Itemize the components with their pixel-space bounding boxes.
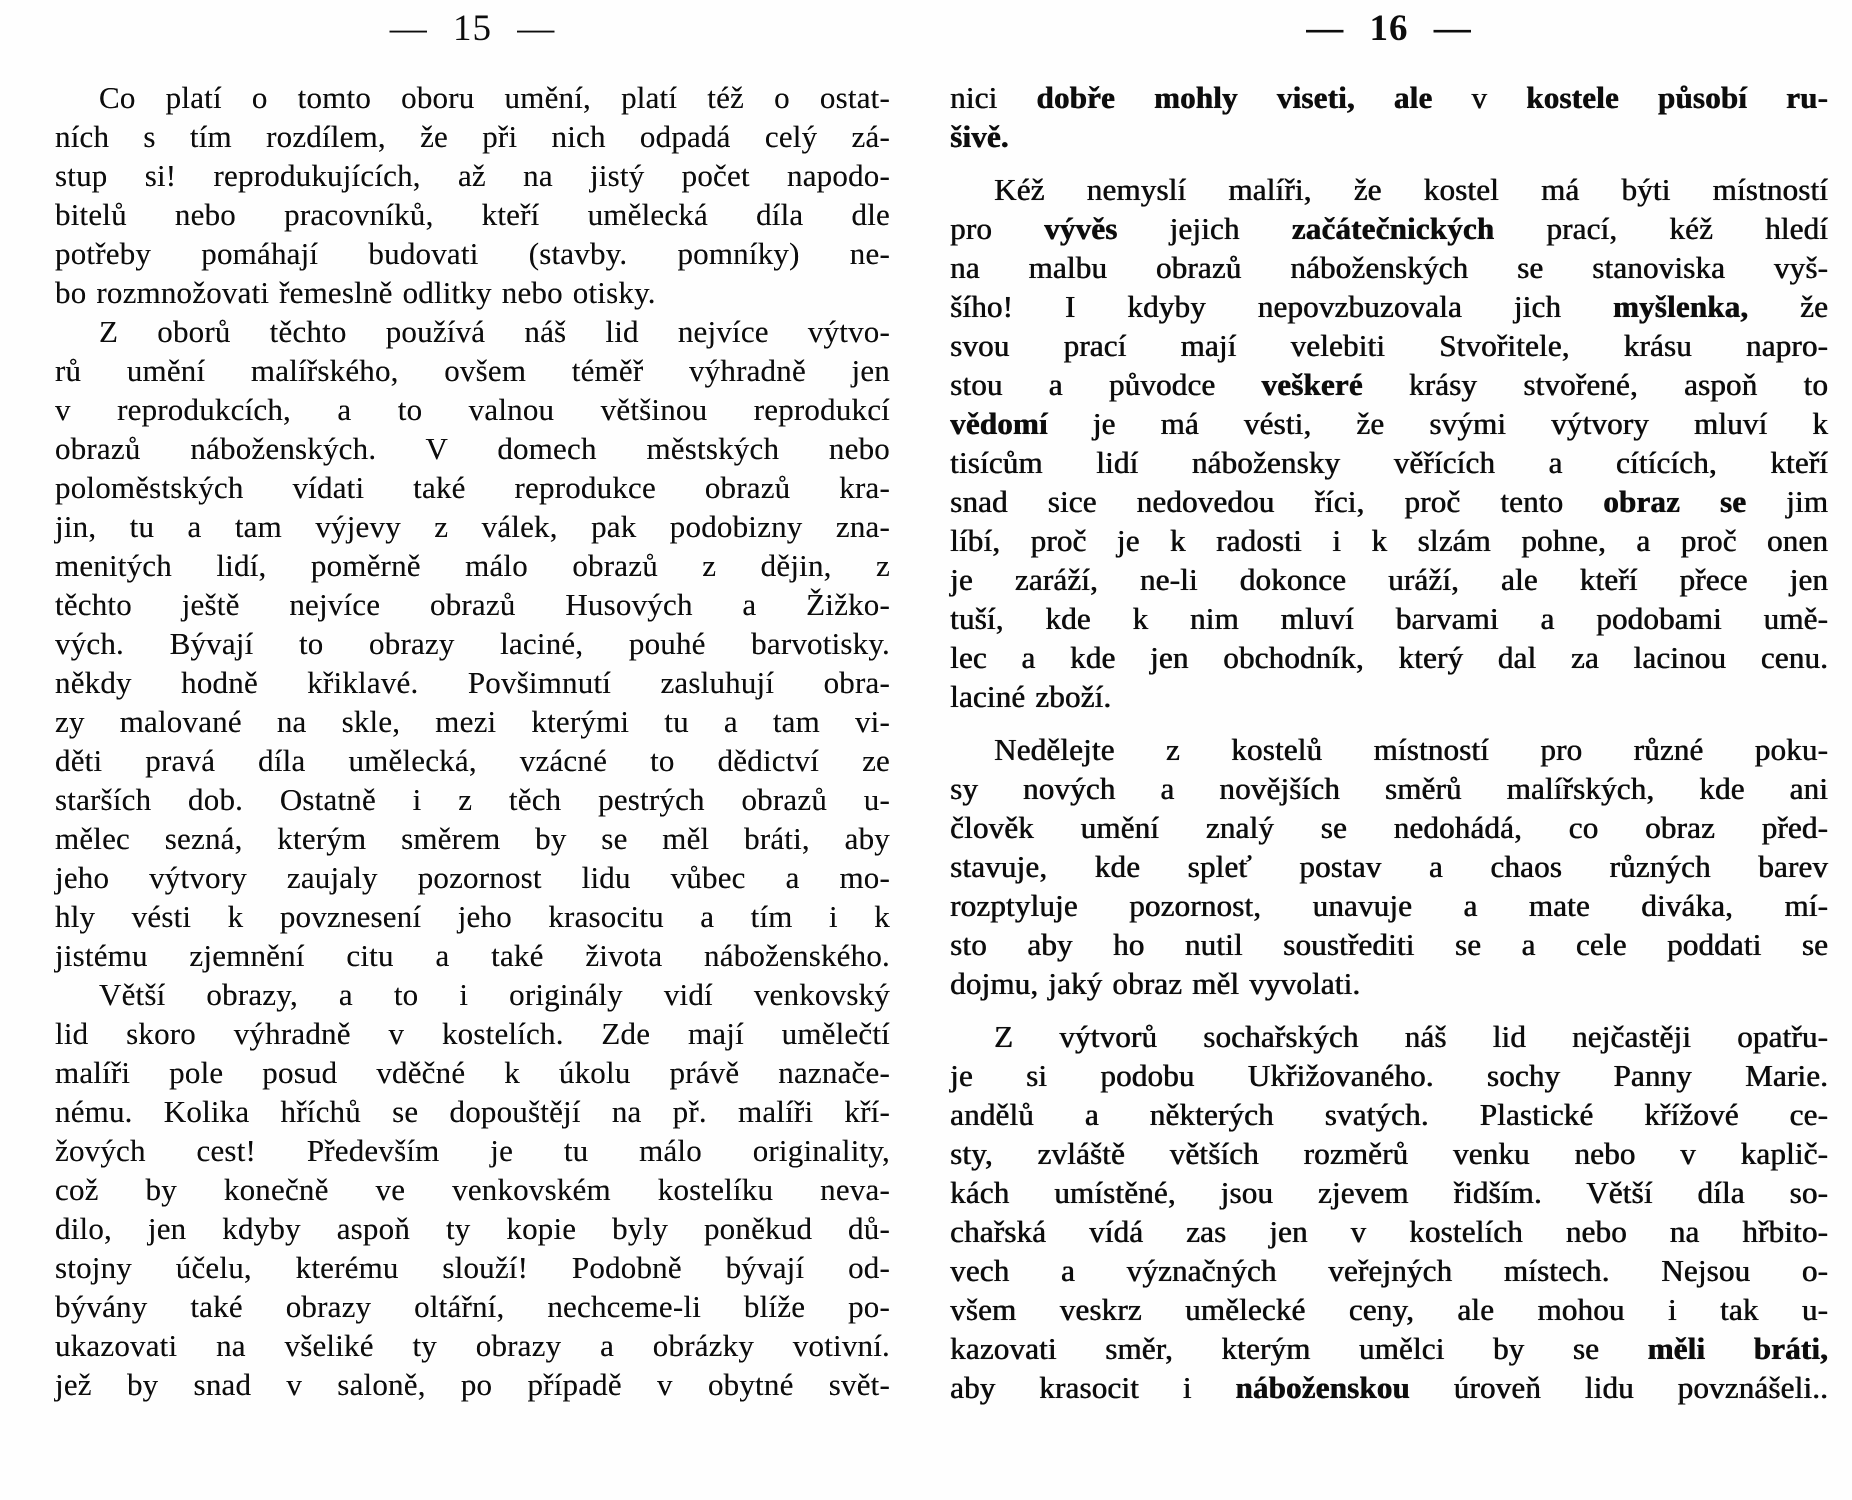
text-line: nici dobře mohly viseti, ale v kostele působí ru- (950, 80, 1828, 115)
text-line: vědomí je má vésti, že svými výtvory mluví k (950, 406, 1828, 441)
text-line: snad sice nedovedou říci, proč tento obraz se jim (950, 484, 1829, 519)
page-number-right: — 16 — (1306, 8, 1472, 49)
text-line: dilo, jen kdyby aspoň ty kopie byly poněkud dů- (55, 1211, 890, 1246)
text-line: poloměstských vídati také reprodukce obrazů kra- (55, 470, 890, 505)
page-right (950, 0, 1828, 1500)
text-line: bitelů nebo pracovníků, kteří umělecká díla dle (55, 197, 890, 232)
text-line: sto aby ho nutil soustřediti se a cele poddati se (950, 927, 1828, 962)
text-line: kách umístěné, jsou zjevem řidším. Větší díla so- (950, 1175, 1828, 1210)
text-line: potřeby pomáhají budovati (stavby. pomníky) ne- (55, 236, 890, 271)
text-line: je si podobu Ukřižovaného. sochy Panny Marie. (950, 1058, 1828, 1093)
text-line: stup si! reprodukujících, až na jistý počet napodo- (55, 158, 890, 193)
text-line: Větší obrazy, a to i originály vidí venkovský (99, 977, 890, 1012)
text-line: pro vývěs jejich začátečnických prací, kéž hledí (950, 211, 1829, 246)
text-line: tisícům lidí nábožensky věřících a cítících, kteří (950, 445, 1828, 480)
text-line: na malbu obrazů náboženských se stanoviska vyš- (950, 250, 1828, 285)
text-line: stavuje, kde spleť postav a chaos různých barev (950, 849, 1828, 884)
page-left (55, 0, 890, 1500)
text-line: menitých lidí, poměrně málo obrazů z dějin, z (55, 548, 890, 583)
text-line: Kéž nemyslí malíři, že kostel má býti místností (994, 172, 1828, 207)
text-line: rozptyluje pozornost, unavuje a mate diváka, mí- (950, 888, 1828, 923)
text-line: sty, zvláště větších rozměrů venku nebo v kaplič- (950, 1136, 1828, 1171)
text-line: Nedělejte z kostelů místností pro různé poku- (994, 732, 1828, 767)
text-line: vech a význačných veřejných místech. Nejsou o- (950, 1253, 1828, 1288)
text-column-left (55, 78, 890, 1404)
text-line: rů umění malířského, ovšem téměř výhradně jen (55, 353, 890, 388)
text-line: jin, tu a tam výjevy z válek, pak podobizny zna- (55, 509, 890, 544)
text-line: hly vésti k povznesení jeho krasocitu a tím i k (55, 899, 890, 934)
text-line: což by konečně ve venkovském kostelíku neva- (55, 1172, 890, 1207)
text-line: laciné zboží. (950, 679, 1112, 714)
text-line: tuší, kde k nim mluví barvami a podobami umě- (950, 601, 1828, 636)
text-line: Z oborů těchto používá náš lid nejvíce výtvo- (99, 314, 890, 349)
text-line: líbí, proč je k radosti i k slzám pohne, a proč onen (950, 523, 1828, 558)
text-line: obrazů náboženských. V domech městských nebo (55, 431, 890, 466)
text-line: sy nových a novějších směrů malířských, kde ani (950, 771, 1828, 806)
text-line: vých. Bývají to obrazy laciné, pouhé barvotisky. (55, 626, 890, 661)
text-line: nému. Kolika hříchů se dopouštějí na př. malíři kří- (55, 1094, 890, 1129)
text-line: stou a původce veškeré krásy stvořené, aspoň to (950, 367, 1828, 402)
text-line: dojmu, jaký obraz měl vyvolati. (950, 966, 1361, 1001)
text-line: děti pravá díla umělecká, vzácné to dědictví ze (55, 743, 890, 778)
text-line: Co platí o tomto oboru umění, platí též o ostat- (99, 80, 890, 115)
text-line: jež by snad v saloně, po případě v obytné svět- (55, 1367, 890, 1402)
text-line: chařská vídá zas jen v kostelích nebo na hřbito- (950, 1214, 1828, 1249)
text-line: všem veskrz umělecké ceny, ale mohou i tak u- (950, 1292, 1828, 1327)
text-line: lec a kde jen obchodník, který dal za lacinou cenu. (950, 640, 1828, 675)
text-line: bývány také obrazy oltářní, nechceme-li blíže po- (55, 1289, 890, 1324)
text-line: v reprodukcích, a to valnou většinou reprodukcí (55, 392, 890, 427)
text-line: andělů a některých svatých. Plastické křížové ce- (950, 1097, 1828, 1132)
text-line: aby krasocit i náboženskou úroveň lidu povznášeli.. (950, 1370, 1828, 1405)
text-line: malíři pole posud vděčné k úkolu právě naznače- (55, 1055, 890, 1090)
text-line: lid skoro výhradně v kostelích. Zde mají umělečtí (55, 1016, 890, 1051)
text-line: někdy hodně křiklavé. Povšimnutí zasluhují obra- (55, 665, 890, 700)
text-line: kazovati směr, kterým umělci by se měli bráti, (950, 1331, 1828, 1366)
text-line: bo rozmnožovati řemeslně odlitky nebo otisky. (55, 275, 656, 310)
text-line: těchto ještě nejvíce obrazů Husových a Žižko- (55, 587, 890, 622)
text-line: stojny účelu, kterému slouží! Podobně bývají od- (55, 1250, 890, 1285)
page-number-left: — 15 — (389, 8, 556, 49)
text-line: člověk umění znalý se nedohádá, co obraz před- (950, 810, 1828, 845)
page-header-right (950, 6, 1828, 52)
text-line: ukazovati na všeliké ty obrazy a obrázky votivní. (55, 1328, 890, 1363)
text-line: Z výtvorů sochařských náš lid nejčastěji opatřu- (994, 1019, 1828, 1054)
text-line: svou prací mají velebiti Stvořitele, krásu napro- (950, 328, 1828, 363)
text-line: šivě. (950, 119, 1009, 154)
text-line: je zaráží, ne-li dokonce uráží, ale kteří přece jen (950, 562, 1828, 597)
text-line: šího! I kdyby nepovzbuzovala jich myšlenka, že (950, 289, 1828, 324)
text-line: jeho výtvory zaujaly pozornost lidu vůbec a mo- (55, 860, 890, 895)
text-line: zy malované na skle, mezi kterými tu a tam vi- (55, 704, 890, 739)
text-line: mělec sezná, kterým směrem by se měl bráti, aby (55, 821, 890, 856)
text-line: jistému zjemnění citu a také života náboženského. (55, 938, 890, 973)
text-line: žových cest! Především je tu málo originality, (55, 1133, 890, 1168)
page-header-left (55, 6, 890, 52)
text-line: ních s tím rozdílem, že při nich odpadá celý zá- (55, 119, 890, 154)
text-column-right (950, 78, 1828, 1407)
text-line: starších dob. Ostatně i z těch pestrých obrazů u- (55, 782, 890, 817)
